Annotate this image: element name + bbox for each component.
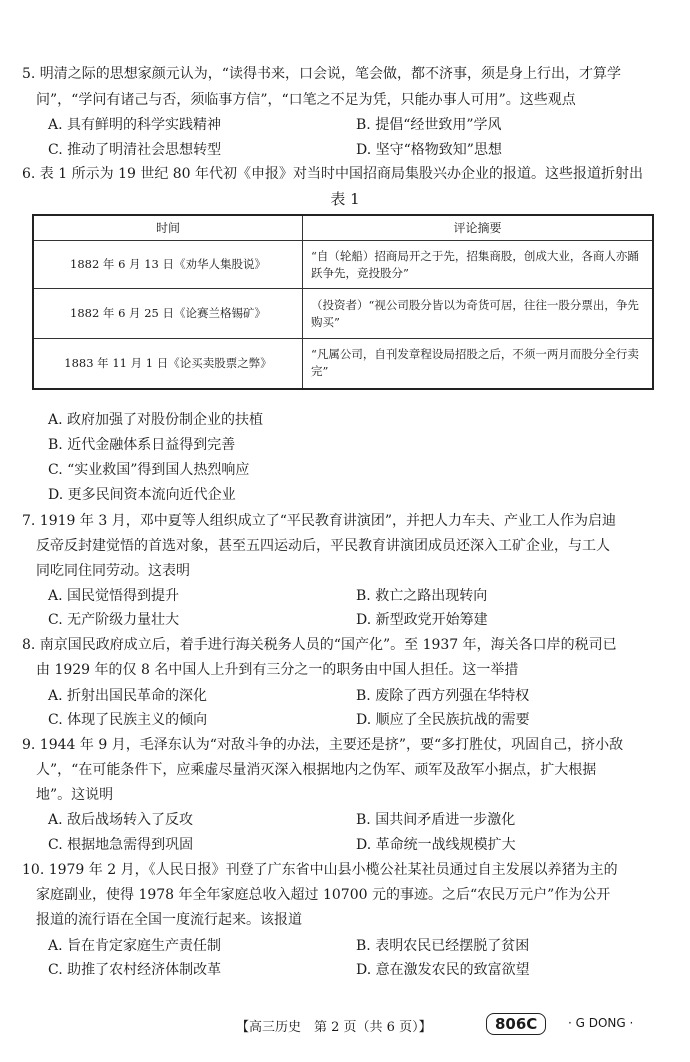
q7-stem-line-3: 同吃同住同劳动。这表明 [36,563,190,579]
table-header-comment: 评论摘要 [303,215,654,241]
q6-stem-line-1: 6. 表 1 所示为 19 世纪 80 年代初《申报》对当时中国招商局集股兴办企业的报道。这些报道折射出 [22,166,644,182]
q7-option-d: D. 新型政党开始筹建 [356,612,488,628]
table-cell-time: 1883 年 11 月 1 日《论买卖股票之弊》 [33,339,303,389]
q5-option-d: D. 坚守“格物致知”思想 [356,142,502,158]
q7-option-c: C. 无产阶级力量壮大 [48,612,180,628]
q6-option-c: C. “实业救国”得到国人热烈响应 [48,462,250,478]
q9-option-c: C. 根据地急需得到巩固 [48,837,194,853]
q8-option-c: C. 体现了民族主义的倾向 [48,712,208,728]
q10-stem-line-2: 家庭副业，使得 1978 年全年家庭总收入超过 10700 元的事迹。之后“农民万元户”作为公开 [36,887,611,903]
q5-option-b: B. 提倡“经世致用”学风 [356,117,502,133]
q10-option-c: C. 助推了农村经济体制改革 [48,962,222,978]
q5-stem-line-1: 5. 明清之际的思想家颜元认为，“读得书来，口会说，笔会做，都不济事，须是身上行出，才算学 [22,66,621,82]
exam-code-badge: 806C [486,1013,546,1035]
q9-stem-line-2: 人”，“在可能条件下，应乘虚尽量消灭深入根据地内之伪军、顽军及敌军小据点，扩大根据 [36,762,597,778]
q9-option-b: B. 国共间矛盾进一步激化 [356,812,516,828]
table-header-time: 时间 [33,215,303,241]
q5-option-a: A. 具有鲜明的科学实践精神 [48,117,222,133]
q8-option-d: D. 顺应了全民族抗战的需要 [356,712,530,728]
table-cell-time: 1882 年 6 月 13 日《劝华人集股说》 [33,241,303,289]
q8-stem-line-1: 8. 南京国民政府成立后，着手进行海关税务人员的“国产化”。至 1937 年，海关各口岸的税司已 [22,637,617,653]
page-footer-label: 【高三历史 第 2 页（共 6 页）】 [236,1020,432,1035]
table-header-row [33,215,653,241]
q6-option-d: D. 更多民间资本流向近代企业 [48,487,236,503]
q5-stem-line-2: 问”，“学问有诸己与否，须临事方信”，“口笔之不足为凭，只能办事人可用”。这些观点 [36,92,576,108]
q6-option-b: B. 近代金融体系日益得到完善 [48,437,236,453]
q10-stem-line-3: 报道的流行语在全国一度流行起来。该报道 [36,912,302,928]
q10-option-d: D. 意在激发农民的致富欲望 [356,962,530,978]
q9-option-d: D. 革命统一战线规模扩大 [356,837,516,853]
table-1 [32,214,654,390]
table-row [33,289,653,339]
table-row [33,241,653,289]
q8-option-b: B. 废除了西方列强在华特权 [356,688,530,704]
table-cell-comment: “自（轮船）招商局开之于先，招集商股，创成大业，各商人亦踊跃争先，竞投股分” [303,241,654,289]
q7-option-a: A. 国民觉悟得到提升 [48,588,180,604]
table-cell-time: 1882 年 6 月 25 日《论赛兰格锡矿》 [33,289,303,339]
q10-option-b: B. 表明农民已经摆脱了贫困 [356,938,530,954]
q9-stem-line-3: 地”。这说明 [36,787,114,803]
table-cell-comment: （投资者）“视公司股分皆以为奇货可居，往往一股分票出，争先购买” [303,289,654,339]
q8-option-a: A. 折射出国民革命的深化 [48,688,208,704]
q10-option-a: A. 旨在肯定家庭生产责任制 [48,938,222,954]
q6-option-a: A. 政府加强了对股份制企业的扶植 [48,412,264,428]
q5-option-c: C. 推动了明清社会思想转型 [48,142,222,158]
q10-stem-line-1: 10. 1979 年 2 月，《人民日报》刊登了广东省中山县小榄公社某社员通过自主发展以养猪为主的 [22,862,618,878]
table-row [33,339,653,389]
q8-stem-line-2: 由 1929 年的仅 8 名中国人上升到有三分之一的职务由中国人担任。这一举措 [36,662,519,678]
table-cell-comment: “凡属公司，自刊发章程设局招股之后，不须一两月而股分全行卖完” [303,339,654,389]
footer-brand: · G DONG · [568,1016,634,1030]
q7-option-b: B. 救亡之路出现转向 [356,588,488,604]
q7-stem-line-2: 反帝反封建觉悟的首选对象，甚至五四运动后，平民教育讲演团成员还深入工矿企业，与工人 [36,538,610,554]
q9-option-a: A. 敌后战场转入了反攻 [48,812,194,828]
table-caption: 表 1 [330,190,360,208]
q9-stem-line-1: 9. 1944 年 9 月，毛泽东认为“对敌斗争的办法，主要还是挤”，要“多打胜仗，巩固自己，挤小敌 [22,737,624,753]
q7-stem-line-1: 7. 1919 年 3 月，邓中夏等人组织成立了“平民教育讲演团”，并把人力车夫、产业工人作为启迪 [22,513,617,529]
